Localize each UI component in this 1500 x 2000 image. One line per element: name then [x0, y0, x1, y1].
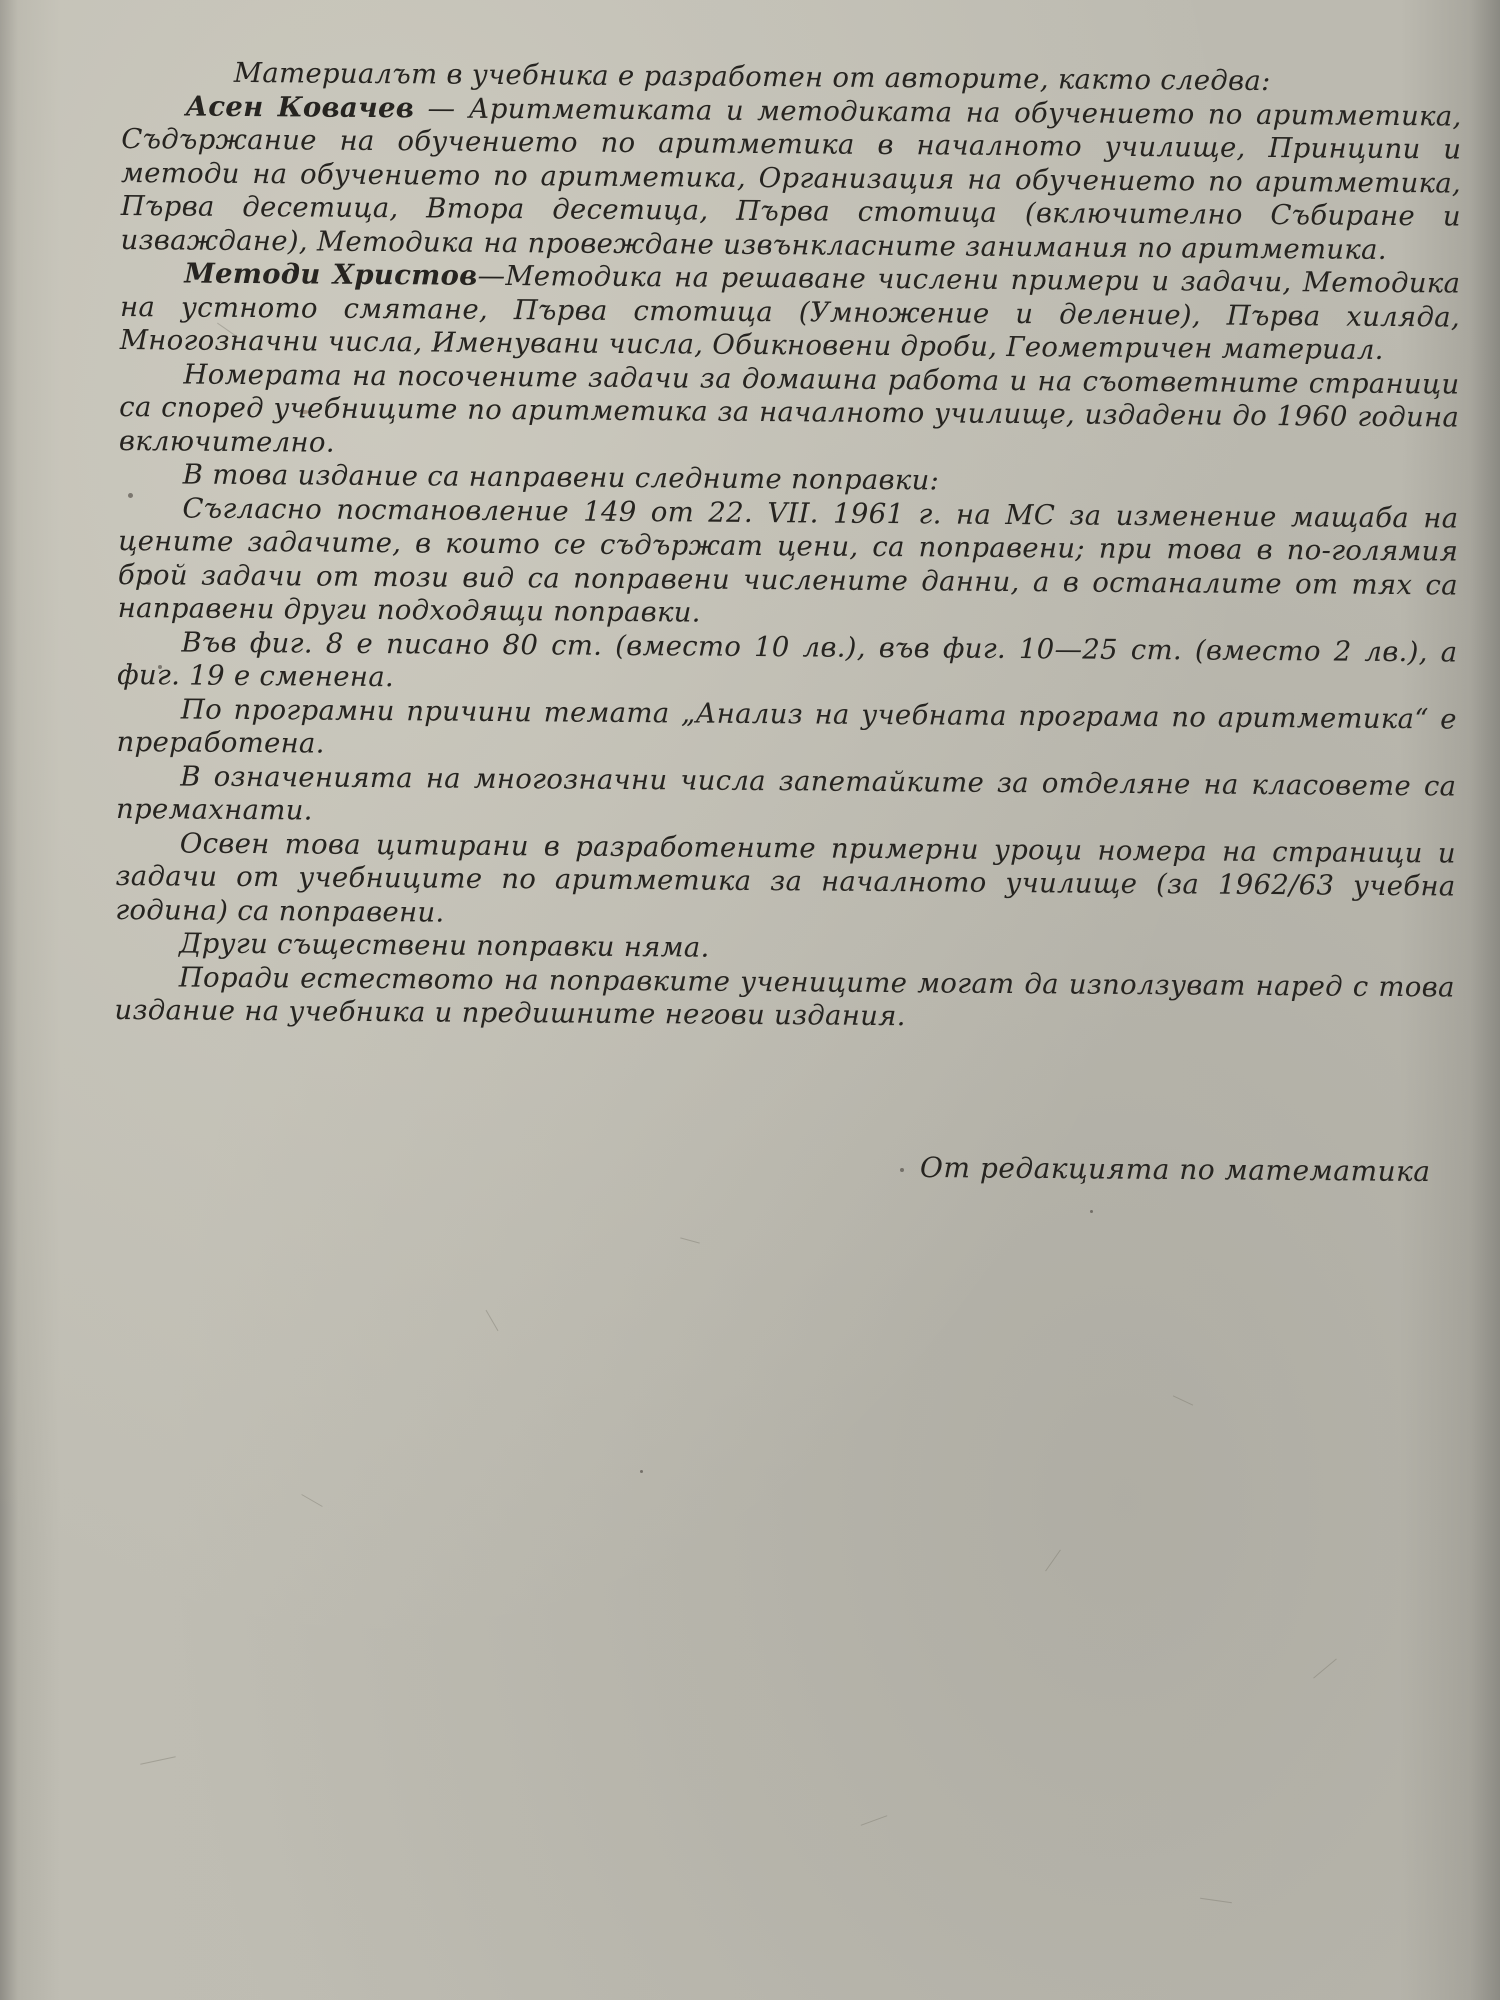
- signature: От редакцията по математика: [919, 1150, 1431, 1189]
- paragraph: Освен това цитирани в разработените примерни уроци номера на страници и задачи от учебниците по аритметика за началното училище (за 1962/63 учебна година) са поправени.: [115, 826, 1456, 929]
- paper-fiber: [1045, 1550, 1061, 1572]
- paragraph: Във фиг. 8 е писано 80 ст. (вместо 10 лв.), във фиг. 10—25 ст. (вместо 2 лв.), а фиг. 19 е сменена.: [117, 625, 1458, 694]
- page-text: [114, 56, 1462, 1038]
- paper-fiber: [486, 1310, 499, 1331]
- author-paragraph-1: [120, 89, 1461, 267]
- paper-fiber: [301, 1494, 322, 1507]
- paper-fiber: [1200, 1898, 1232, 1903]
- paragraph: Номерата на посочените задачи за домашна работа и на съответните страници са според учебниците по аритметика за началното училище, издадени до 1960 година включително.: [118, 357, 1460, 459]
- author-paragraph-2: [120, 257, 1461, 368]
- paper-fiber: [1173, 1395, 1193, 1405]
- paper-fiber: [140, 1756, 175, 1764]
- paper-speck: [640, 1470, 643, 1473]
- paragraph: По програмни причини темата „Анализ на учебната програма по аритметика“ е преработена.: [116, 692, 1457, 760]
- paragraph: Други съществени поправки няма.: [178, 927, 710, 964]
- author-name: Методи Христов: [184, 257, 478, 292]
- paper-speck: [900, 1168, 904, 1172]
- paragraph: Съгласно постановление 149 от 22. VII. 1961 г. на МС за изменение мащаба на цените задачите, в които се съдържат цени, са поправени; при това в по-голямия брой задачи от този вид са поправени числените данни, а в останалите от тях са направени други подходящи поправки.: [117, 491, 1459, 629]
- paper-fiber: [1313, 1658, 1337, 1678]
- author-sections: —Методика на решаване числени примери и задачи, Методика на устното смятане, Първа стотица (Умножение и деление), Първа хиляда, Многозначни числа, Именувани числа, Обикновени дроби, Геометричен материал.: [119, 259, 1461, 366]
- author-name: Асен Ковачев: [185, 90, 415, 124]
- paper-fiber: [861, 1815, 888, 1826]
- paper-fiber: [680, 1237, 700, 1243]
- paragraph: В означенията на многозначни числа запетайките за отделяне на класовете са премахнати.: [115, 759, 1457, 827]
- paragraph: Поради естеството на поправките учениците могат да използуват наред с това издание на учебника и предишните негови издания.: [114, 960, 1455, 1033]
- intro-line: Материалът в учебника е разработен от авторите, както следва:: [233, 56, 1271, 98]
- author-sections: — Аритметиката и методиката на обучението по аритметика, Съдържание на обучението по аритметика в началното училище, Принципи и методи на обучението по аритметика, Организация на обучението по аритметика, Първа десетица, Втора десетица, Първа стотица (включително Събиране и изваждане), Методика на провеждане извънкласните занимания по аритметика.: [120, 91, 1462, 266]
- paper-speck: [1090, 1210, 1093, 1213]
- paragraph: В това издание са направени следните поправки:: [182, 458, 940, 497]
